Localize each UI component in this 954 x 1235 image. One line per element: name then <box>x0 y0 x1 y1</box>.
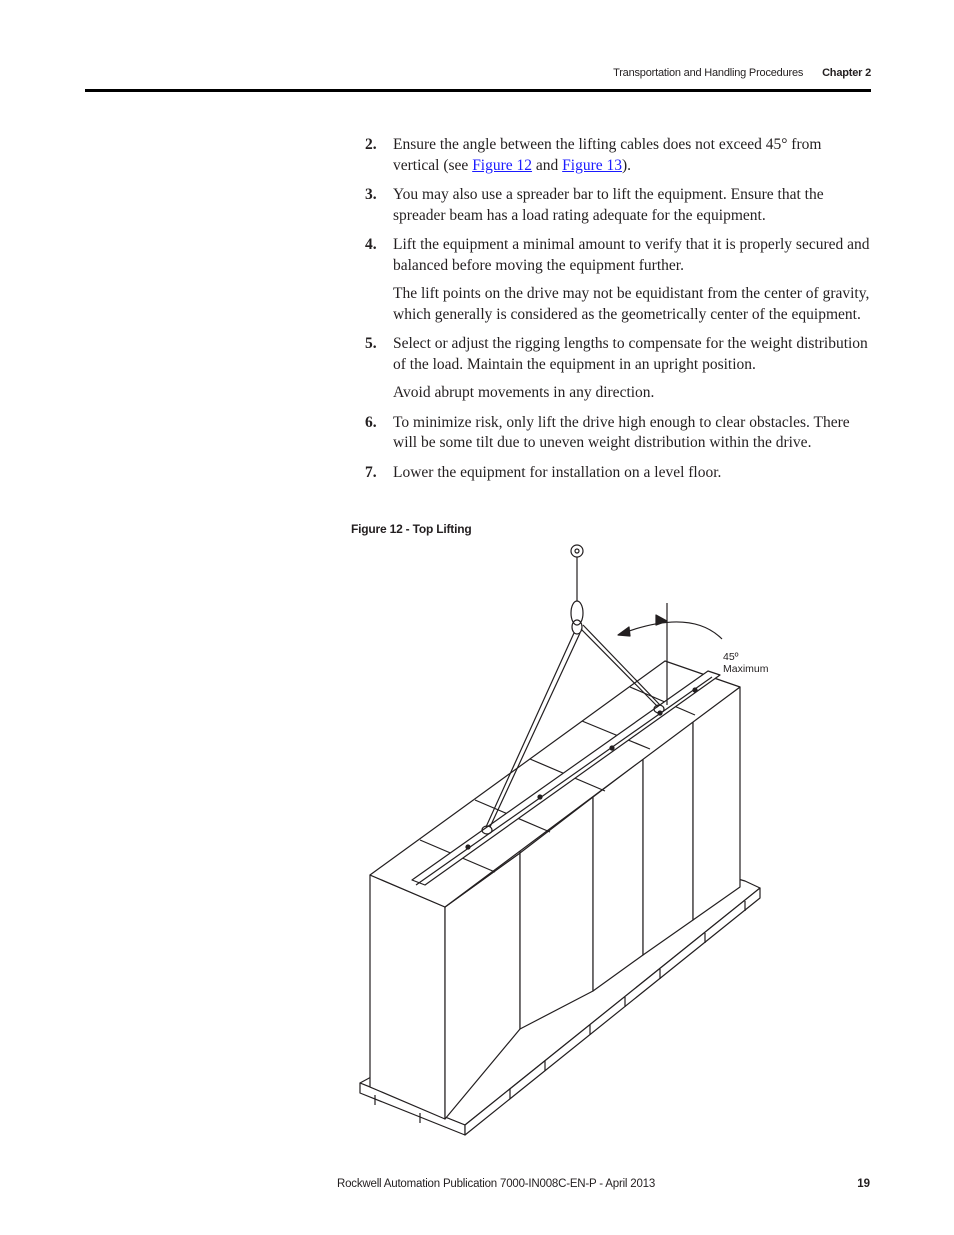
figure-12-link[interactable]: Figure 12 <box>472 156 533 174</box>
step-text-start: Ensure the angle between the lifting cables does not exceed 45° from vertical (see <box>393 136 822 174</box>
step-text: To minimize risk, only lift the drive high enough to clear obstacles. There will be some tilt due to uneven weight distribution within the drive. <box>393 413 850 451</box>
angle-label: 45º Maximum <box>723 651 769 675</box>
step-text-middle: and <box>532 156 563 174</box>
step-number: 6. <box>365 413 377 431</box>
step-6 <box>365 413 870 454</box>
step-text: You may also use a spreader bar to lift the equipment. Ensure that the spreader beam has a load rating adequate for the equipment. <box>393 186 824 224</box>
figure-13-link[interactable]: Figure 13 <box>562 156 623 174</box>
step-number: 5. <box>365 335 377 352</box>
step-4-note: The lift points on the drive may not be equidistant from the center of gravity, which generally is considered as the geometrically center of the equipment. <box>393 285 870 323</box>
step-text: Select or adjust the rigging lengths to compensate for the weight distribution of the load. Maintain the equipment in an upright position. <box>393 335 868 373</box>
step-number: 7. <box>365 463 377 481</box>
step-text-end: ). <box>622 156 632 174</box>
step-5 <box>365 334 870 375</box>
page-number: 19 <box>857 1178 870 1190</box>
step-4 <box>365 235 870 276</box>
top-lifting-figure <box>350 535 770 1145</box>
figure-caption: Figure 12 - Top Lifting <box>351 522 472 536</box>
step-text: Lower the equipment for installation on a level floor. <box>393 463 722 481</box>
running-header <box>613 67 871 79</box>
step-3 <box>365 185 870 226</box>
step-7 <box>365 463 870 484</box>
step-number: 3. <box>365 186 377 203</box>
step-2 <box>365 135 870 176</box>
step-number: 2. <box>365 136 377 153</box>
procedure-steps <box>365 135 870 492</box>
header-section-title: Transportation and Handling Procedures <box>613 67 804 79</box>
header-chapter: Chapter 2 <box>822 67 871 79</box>
step-number: 4. <box>365 236 377 253</box>
step-text: Lift the equipment a minimal amount to verify that it is properly secured and balanced before moving the equipment further. <box>393 236 870 274</box>
header-rule <box>85 89 871 92</box>
step-text <box>393 135 870 176</box>
footer-publication: Rockwell Automation Publication 7000-IN008C-EN-P - April 2013 <box>337 1178 656 1190</box>
top-lifting-illustration <box>350 535 770 1145</box>
step-5-note: Avoid abrupt movements in any direction. <box>393 384 655 401</box>
